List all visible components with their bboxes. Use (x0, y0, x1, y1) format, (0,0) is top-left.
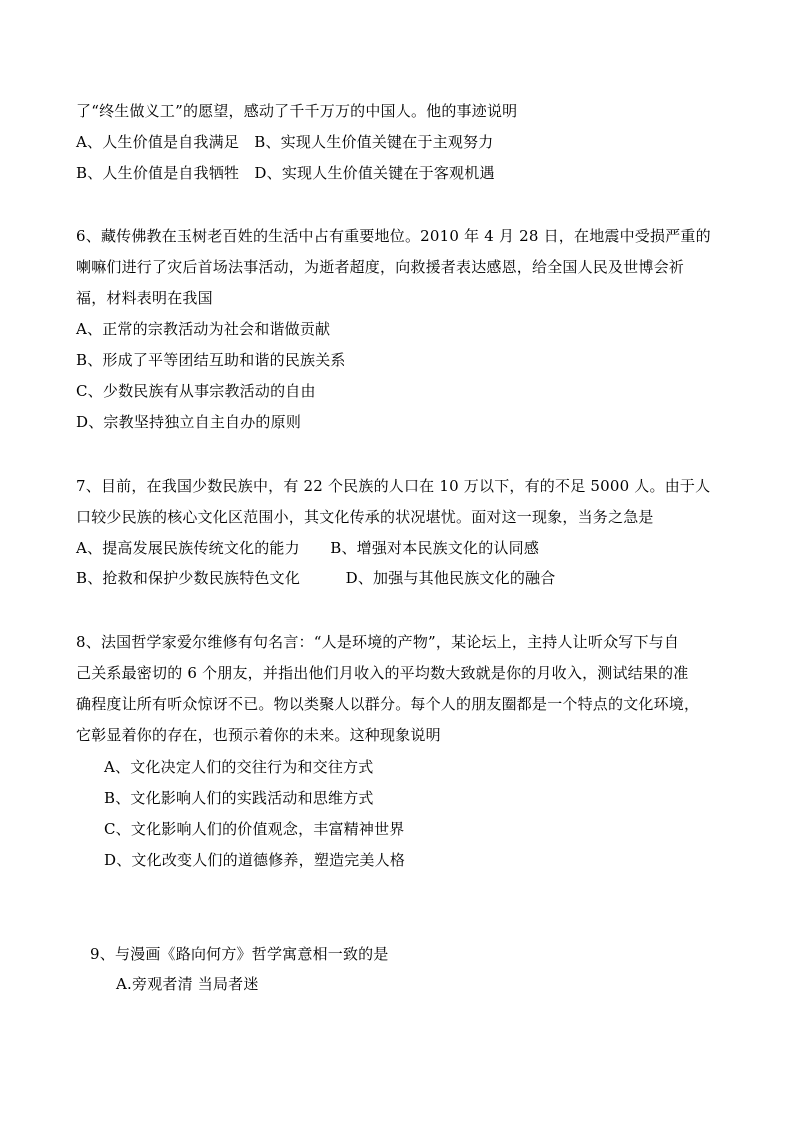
question-5-option-line: B、人生价值是自我牺牲 D、实现人生价值关键在于客观机遇 (76, 164, 495, 182)
question-5-stem: 了“终生做义工”的愿望，感动了千千万万的中国人。他的事迹说明 (76, 102, 518, 120)
question-8-stem: 8、法国哲学家爱尔维修有句名言：“人是环境的产物”，某论坛上，主持人让听众写下与自 (76, 633, 680, 651)
question-8-stem: 它彰显着你的存在，也预示着你的未来。这种现象说明 (76, 726, 441, 744)
question-7-option-line: B、抢救和保护少数民族特色文化 D、加强与其他民族文化的融合 (76, 569, 556, 587)
question-9-stem: 9、与漫画《路向何方》哲学寓意相一致的是 (90, 945, 389, 963)
question-6-stem: 福，材料表明在我国 (76, 289, 213, 307)
question-6-stem: 6、藏传佛教在玉树老百姓的生活中占有重要地位。2010 年 4 月 28 日，在地震中受损严重的 (76, 227, 711, 245)
question-8-option: C、文化影响人们的价值观念，丰富精神世界 (104, 820, 405, 838)
question-8-option: A、文化决定人们的交往行为和交往方式 (104, 758, 374, 776)
question-7-stem: 口较少民族的核心文化区范围小，其文化传承的状况堪忧。面对这一现象，当务之急是 (76, 508, 654, 526)
question-8-option: B、文化影响人们的实践活动和思维方式 (104, 789, 374, 807)
question-7-stem: 7、目前，在我国少数民族中，有 22 个民族的人口在 10 万以下，有的不足 5000 人。由于人 (76, 477, 711, 495)
question-6-stem: 喇嘛们进行了灾后首场法事活动，为逝者超度，向救援者表达感恩，给全国人民及世博会祈 (76, 258, 685, 276)
question-6-option: B、形成了平等团结互助和谐的民族关系 (76, 351, 346, 369)
question-6-option: A、正常的宗教活动为社会和谐做贡献 (76, 320, 331, 338)
question-8-stem: 确程度让所有听众惊讶不已。物以类聚人以群分。每个人的朋友圈都是一个特点的文化环境， (76, 695, 700, 713)
question-6-option: D、宗教坚持独立自主自办的原则 (76, 413, 302, 431)
question-9-option: A.旁观者清 当局者迷 (116, 975, 259, 993)
question-5-option-line: A、人生价值是自我满足 B、实现人生价值关键在于主观努力 (76, 133, 494, 151)
question-8-stem: 己关系最密切的 6 个朋友，并指出他们月收入的平均数大致就是你的月收入，测试结果的准 (76, 664, 689, 682)
question-6-option: C、少数民族有从事宗教活动的自由 (76, 382, 316, 400)
question-7-option-line: A、提高发展民族传统文化的能力 B、增强对本民族文化的认同感 (76, 539, 540, 557)
question-8-option: D、文化改变人们的道德修养，塑造完美人格 (104, 851, 406, 869)
